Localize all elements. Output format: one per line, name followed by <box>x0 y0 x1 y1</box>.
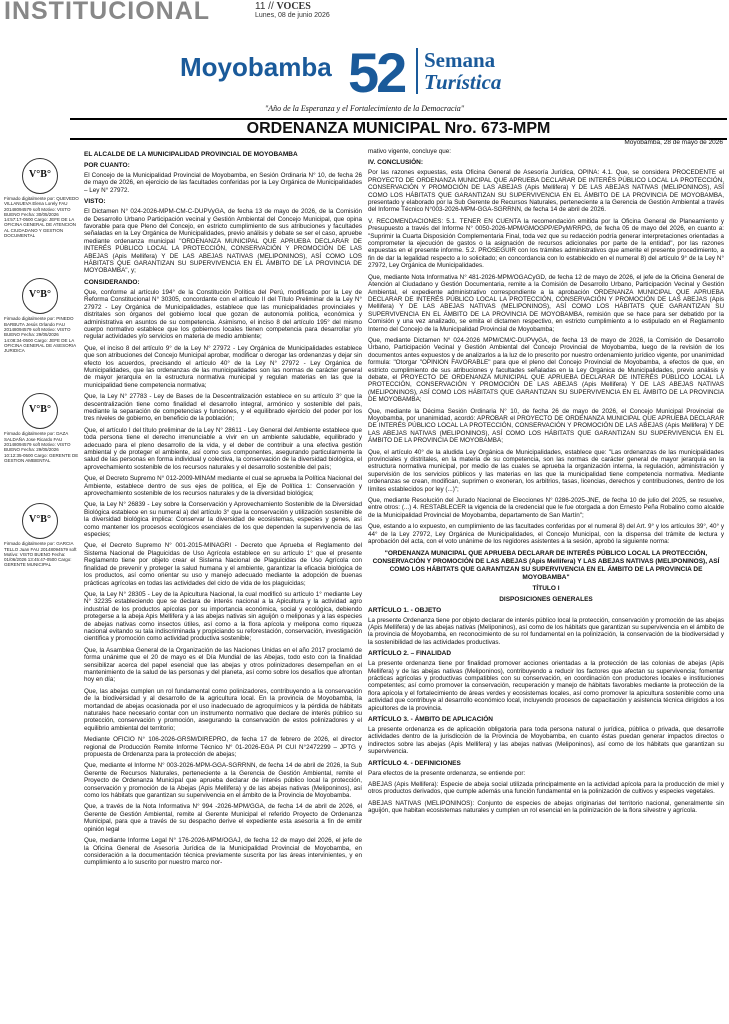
paragraph: La presente ordenanza tiene por finalidad promover acciones orientadas a la protección de las colonias de abejas (Apis Mellifera) y de las abejas nativas (Meliponinos), contribuyendo a reducir los factores que afectan su supervivencia; fomentar prácticas agrícolas y productivas compatibles con su conservación, en coordinación con productores locales e instituciones competentes; así como promover la conservación, recuperación y manejo de hábitats favorables mediante la protección de la flora apícola y el fortalecimiento de áreas verdes y ecosistemas locales, así como promover la apicultura sostenible como una actividad que contribuye al desarrollo económico local, incluyendo procesos de capacitación y asistencia técnica dirigidos a los apicultores de la provincia. <box>368 660 724 712</box>
paragraph: Que, el artículo 40° de la aludida Ley Orgánica de Municipalidades, establece que: "Las ordenanzas de las municipalidades provinciales y distritales, en la materia de su competencia, son las normas de carácter general de mayor jerarquía en la estructura normativa municipal, por medio de las cuales se aprueba la organización interna, la regulación, administración y supervisión de los servicios públicos y las materias en las que la municipalidad tiene competencia normativa. Mediante ordenanzas se crean, modifican, suprimen o exoneran, los arbitrios, tasas, licencias, derechos y contribuciones, dentro de los límites establecidos por ley (...)"; <box>368 448 724 493</box>
title-bar <box>70 118 727 140</box>
banner-number: 52 <box>348 41 405 104</box>
issue-date: Lunes, 08 de junio 2026 <box>255 12 330 19</box>
banner-line2: Turística <box>424 70 502 94</box>
page-header <box>0 0 729 25</box>
paragraph: El Dictamen N° 024-2026-MPM-CM-C-DUPVyGA, de fecha 13 de mayo de 2026, de la Comisión de Desarrollo Urbano Participación vecinal y Gestión Ambiental del Concejo Municipal, que opina favorable para que Pleno del Concejo, en estricto cumplimiento de sus atribuciones y facultades señaladas en la Ley Orgánica de Municipalidades, previo análisis y debate se ser el caso, apruebe mediante ordenanza municipal "ORDENANZA MUNICIPAL QUE APRUEBA DECLARAR DE INTERÉS PÚBLICO LOCAL LA PROTECCIÓN, CONSERVACIÓN Y PROMOCIÓN DE LAS ABEJAS (Apis Mellifera) Y DE LAS ABEJAS NATIVAS (MELIPONINOS), ASÍ COMO LOS HÁBITATS QUE GARANTIZAN SU SUPERVIVENCIA EN EL ÁMBITO DE LA PROVINCIA DE MOYOBAMBA", y; <box>84 208 362 275</box>
paragraph: Que, la Ley N° 28305 - Ley de la Apicultura Nacional, la cual modificó su artículo 1° mediante Ley N° 32235 estableciendo que se declara de interés nacional a la Apicultura y la actividad agro industrial de los productos apícolas por su importancia económica, social y ecológica, debiendo protegerse a la abeja Apis Mellifera y a las abejas nativas sin aguijón o meliponas y a las especies de abejas nativas como insectos útiles, así como a la flora apícola y melipona como riqueza nacional evitando su tala indiscriminada y propiciando su reforestación, conservación, investigación científica y promoción como actividad productiva sostenible; <box>84 590 362 643</box>
stamp-mark: V°B° <box>29 169 51 180</box>
paragraph: Que, el artículo I del título preliminar de la Ley N° 28611 - Ley General del Ambiente establece que toda persona tiene el derecho irrenunciable a vivir en un ambiente saludable, equilibrado y adecuado para el pleno desarrollo de la vida, y el deber de contribuir a una efectiva gestión ambiental y de proteger el ambiente, así como sus componentes, asegurando particularmente la salud de las personas en forma individual y colectiva, la conservación de la diversidad biológica, el aprovechamiento sostenible de los recursos naturales y el desarrollo sostenible del país; <box>84 426 362 471</box>
section-heading: ARTÍCULO 3. - ÁMBITO DE APLICACIÓN <box>368 715 493 723</box>
section-heading: POR CUANTO: <box>84 162 130 169</box>
section-heading: DISPOSICIONES GENERALES <box>499 595 593 603</box>
digital-signature: Firmado digitalmente por: QUEVEDO VILLANUEVA Elena Lorely FAU 20148094579 soft Motivo: VISTO BUENO Fecha: 30/05/2026 14:57:17-0500 Cargo: JEFE DE LA OFICINA GENERAL DE ATENCION AL CIUDADANO Y GESTION DOCUMENTAL <box>4 196 79 239</box>
stamp-mark: V°B° <box>29 404 51 416</box>
section-title: INSTITUCIONAL <box>4 0 211 25</box>
paragraph: Que, las abejas cumplen un rol fundamental como polinizadores, contribuyendo a la conservación de la biodiversidad y al desarrollo de la agricultura local. En la provincia de Moyobamba, la mortandad de abejas ocasionada por el uso inadecuado de agroquímicos y la pérdida de hábitats naturales hace necesario contar con un instrumento normativo que declare de interés público su protección, conservación y promoción, asegurando la conservación de estos polinizadores y el equilibrio ambiental del territorio; <box>84 687 362 732</box>
paragraph: Que, mediante Nota Informativa N° 481-2026-MPM/OGACyGD, de fecha 12 de mayo de 2026, el jefe de la Oficina General de Atención al Ciudadano y Gestión Documentaria, remite a la Comisión de Desarrollo Urbano, Participación Vecinal y Gestión Ambiental, el expediente administrativo correspondiente a la aprobación ORDENANZA MUNICIPAL QUE APRUEBA DECLARAR DE INTERÉS PÚBLICO LOCAL LA PROTECCIÓN, CONSERVACIÓN Y PROMOCIÓN DE LAS ABEJAS (Apis Mellifera) Y DE LAS ABEJAS NATIVAS (MELIPONINOS), ASÍ COMO LOS HÁBITATS QUE GARANTIZAN SU SUPERVIVENCIA EN EL ÁMBITO DE LA PROVINCIA DE MOYOBAMBA, remisión que se hace para ser debatido por la Comisión y una vez analizado, se emita el dictamen respectivo, en estricto cumplimiento a lo estipulado en el Reglamento Interno del Concejo de la Municipalidad Provincial de Moyobamba; <box>368 273 724 333</box>
section-heading: VISTO: <box>84 198 106 206</box>
ordinance-title: ORDENANZA MUNICIPAL Nro. 673-MPM <box>246 120 551 137</box>
paragraph: Por las razones expuestas, esta Oficina General de Asesoría Jurídica, OPINA: 4.1. Que, se considera PROCEDENTE el PROYECTO DE ORDENANZA MUNICIPAL QUE APRUEBA DECLARAR DE INTERÉS PÚBLICO LOCAL LA PROTECCIÓN, CONSERVACIÓN Y PROMOCIÓN DE LAS ABEJAS (Apis Mellifera) Y DE LAS ABEJAS NATIVAS (MELIPONINOS), ASÍ COMO LOS HÁBITATS QUE GARANTIZAN SU SUPERVIVENCIA EN EL ÁMBITO DE LA PROVINCIA DE MOYOBAMBA, presentado y elaborado por la Sub Gerente de Recursos Naturales, perteneciente a la Gerencia de Gestión Ambiental a través del Informe Técnico N°003-2026-MPM-GGA-SGRRNN, de fecha 14 de abril de 2026. <box>368 169 724 214</box>
approval-stamp <box>22 158 58 194</box>
paper-name: VOCES <box>276 1 311 12</box>
paragraph: Que, el inciso 8 del artículo 9° de la Ley N° 27972 - Ley Orgánica de Municipalidades establece que son atribuciones del Concejo Municipal aprobar, modificar o derogar las ordenanzas y dejar sin efecto los acuerdos, precisando el artículo 40° de la Ley N° 27972 - Ley Orgánica de Municipalidades, que las ordenanzas de las municipalidades son las normas de carácter general de mayor jerarquía en la estructura normativa municipal y regulan materias en las que la municipalidad tiene competencia normativa; <box>84 344 362 389</box>
paragraph: Que, la Ley N° 27783 - Ley de Bases de la Descentralización establece en su artículo 3° que la descentralización tiene como finalidad el desarrollo integral, armónico y sostenible del país, mediante la separación de competencias y funciones, y el equilibrado ejercicio del poder por los tres niveles de gobierno, en beneficio de la población; <box>84 393 362 423</box>
paragraph: Mediante OFICIO N° 106-2026-GRSM/DIREPRO, de fecha 17 de febrero de 2026, el director regional de Producción Remite Informe Técnico N° 01-2026-EGA PI CUI N°2472299 – JPTG y propuesta de Ordenanza para la protección de abejas; <box>84 736 362 759</box>
text-column-right <box>368 148 724 819</box>
paragraph: Que, la Ley N° 26839 - Ley sobre la Conservación y Aprovechamiento Sostenible de la Diversidad Biológica establece en su numeral a) del artículo 3° que la conservación y utilización sostenible de la diversidad biológica implica: Conservar la diversidad de ecosistemas, especies y genes, así como mantener los procesos ecológicos esenciales de los que dependen la supervivencia de las especies; <box>84 501 362 539</box>
approval-stamp <box>22 393 58 429</box>
signature-column <box>4 148 79 608</box>
paragraph: V. RECOMENDACIONES: 5.1. TENER EN CUENTA la recomendación emitida por la Oficina General de Planeamiento y Presupuesto a través del Informe N° 0050-2026-MPM/GMOGPP/EPyM/RRPG, de fecha 05 de mayo del 2026, en cuanto a: "Suprimir la Cuarta Disposición Complementaria Final, toda vez que su redacción podría generar interpretaciones orientadas a comprometer la ejecución de gastos o la asignación de recursos adicionales por parte de la entidad", por las razones expuestas en el presente informe. 5.2. PROSEGUIR con los trámites administrativos que amerite el presente procedimiento, a fin de dar la legalidad respecto a lo solicitado; en concordancia con lo establecido en el numeral 8) del artículo 9° de la Ley N° 27972, Ley Orgánica de Municipalidades. <box>368 217 724 270</box>
section-heading: "ORDENANZA MUNICIPAL QUE APRUEBA DECLARAR DE INTERÉS PÚBLICO LOCAL LA PROTECCIÓN, CONSERVACIÓN Y PROMOCIÓN DE LAS ABEJAS (Apis Mellifera) Y LAS ABEJAS NATIVAS (MELIPONINOS), ASÍ COMO LOS HÁBITATS QUE GARANTIZAN SU SUPERVIVENCIA EN EL ÁMBITO DE LA PROVINCIA DE MOYOBAMBA" <box>372 549 720 581</box>
banner-line1: Semana <box>424 48 496 72</box>
section-heading: IV. CONCLUSIÓN: <box>368 159 424 167</box>
event-banner <box>178 41 548 104</box>
section-heading: EL ALCALDE DE LA MUNICIPALIDAD PROVINCIAL DE MOYOBAMBA <box>84 151 298 158</box>
paragraph: Que, mediante Dictamen N° 024-2026 MPM/CM/C-DUPVyGA, de fecha 13 de mayo de 2026, la Comisión de Desarrollo Urbano, Participación Vecinal y Gestión Ambiental del Concejo Provincial de Moyobamba, luego de la revisión de los documentos antes expuestos y de analizarlos a la luz de lo prescrito por nuestro ordenamiento jurídico vigente, por unanimidad formula: "Otorgar "OPINION FAVORABLE" para que el pleno del Concejo Provincial de Moyobamba, a efectos de que, en estricto cumplimiento de sus atribuciones y facultades señaladas en la Ley Orgánica de Municipalidades, previo análisis y debate, el PROYECTO DE ORDENANZA MUNICIPAL QUE APRUEBA DECLARAR DE INTERÉS PÚBLICO LOCAL LA PROTECCIÓN, CONSERVACIÓN Y PROMOCIÓN DE LAS ABEJAS (Apis Mellifera) Y DE LAS ABEJAS NATIVAS (MELIPONINOS), ASÍ COMO LOS HÁBITATS QUE GARANTIZAN SU SUPERVIVENCIA EN EL ÁMBITO DE LA PROVINCIA DE MOYOBAMBA; <box>368 336 724 404</box>
section-heading: CONSIDERANDO: <box>84 278 140 286</box>
section-heading: ARTÍCULO 2. – FINALIDAD <box>368 650 452 658</box>
paragraph: mativo vigente, concluye que: <box>368 148 451 155</box>
stamp-mark: V°B° <box>29 514 51 526</box>
banner-divider <box>416 48 418 94</box>
paragraph: La presente ordenanza es de aplicación obligatoria para toda persona natural o jurídica, pública o privada, que desarrolle actividades dentro de la jurisdicción de la Provincia de Moyobamba, en cuanto éstas puedan generar impactos directos o indirectos sobre las abejas (Apis Mellifera) y las abejas nativas (Meliponinos), así como de los hábitats que garantizan su supervivencia. <box>368 725 724 756</box>
paragraph: Que, mediante Resolución del Jurado Nacional de Elecciones N° 0286-2025-JNE, de fecha 10 de julio del 2025, se resuelve, entre otros: (...) 4. RESTABLECER la vigencia de la credencial que le fue otorgada a don Ernesto Peña Robalino como alcalde de la Municipalidad Provincial de Moyobamba, departamento de San Martín"; <box>368 497 724 519</box>
paragraph: Que, estando a lo expuesto, en cumplimiento de las facultades conferidas por el numeral 8) del Art. 9° y los artículos 39°, 40° y 44° de la Ley 27972, Ley Orgánica de Municipalidades, el Concejo Municipal, con la dispensa del trámite de lectura y aprobación del acta, con el voto unánime de los regidores asistentes a la sesión, aprobó la siguiente norma: <box>368 523 724 546</box>
paragraph: Que, el Decreto Supremo N° 012-2009-MINAM mediante el cual se aprueba la Política Nacional del Ambiente, establece dentro de sus ejes de política, el Eje de Política 1: Conservación y aprovechamiento sostenible de los recursos naturales y de la diversidad biológica; <box>84 475 362 498</box>
page-info <box>255 1 311 12</box>
paragraph: Que, mediante la Décima Sesión Ordinaria N° 10, de fecha 26 de mayo de 2026, el Concejo Municipal Provincial de Moyobamba, por unanimidad, acordó: APROBAR el PROYECTO DE ORDENANZA MUNICIPAL QUE APRUEBA DECLARAR DE INTERÉS PÚBLICO LOCAL LA PROTECCIÓN, CONSERVACIÓN Y PROMOCIÓN DE LAS ABEJAS (Apis Mellifera) Y DE LAS ABEJAS NATIVAS (MELIPONINOS), ASÍ COMO LOS HÁBITATS QUE GARANTIZAN SU SUPERVIVENCIA EN EL ÁMBITO DE LA PROVINCIA DE MOYOBAMBA; <box>368 407 724 445</box>
paragraph: Que, la Asamblea General de la Organización de las Naciones Unidas en el año 2017 proclamó de forma unánime que el 20 de mayo es el Día Mundial de las Abejas, todo esto con la finalidad sensibilizar acerca del papel esencial que las abejas y otros polinizadores desempeñan en el mantenimiento de la salud de las personas y del planeta, así como sobre los desafíos que afrontan hoy en día; <box>84 646 362 684</box>
place-date: Moyobamba, 28 de mayo de 2026 <box>624 139 723 146</box>
paragraph: Que, a través de la Nota Informativa N° 994 -2026-MPM/GGA, de fecha 14 de abril de 2026, el Gerente de Gestión Ambiental, remite al Gerente Municipal el referido Proyecto de Ordenanza Municipal, para que a través de su despacho derive el expediente esta asesoría a fin de emitir opinión legal <box>84 803 362 833</box>
section-heading: ARTÍCULO 1. - OBJETO <box>368 606 442 614</box>
paragraph: El Concejo de la Municipalidad Provincial de Moyobamba, en Sesión Ordinaria N° 10, de fecha 26 de mayo de 2026, en ejercicio de las facultades conferidas por la Ley Orgánica de Municipalidades – Ley N° 27972. <box>84 172 362 194</box>
approval-stamp <box>22 278 58 314</box>
section-heading: TÍTULO I <box>532 584 560 592</box>
paragraph: Para efectos de la presente ordenanza, se entiende por: <box>368 769 526 777</box>
digital-signature: Firmado digitalmente por: PINEDO BARBUTA Jesús Orlando FAU 20148094579 soft Motivo: VISTO BUENO Fecha: 29/05/2026 14:08:34-0500 Cargo: JEFE DE LA OFICINA GENERAL DE ASESORIA JURIDICA <box>4 316 76 354</box>
stamp-mark: V°B° <box>29 289 51 301</box>
paragraph: ABEJAS (Apis Mellifera): Especie de abeja social utilizada principalmente en la actividad apícola para la producción de miel y otros productos derivados, que cumple además una función fundamental en la polinización de cultivos y especies vegetales. <box>368 781 724 796</box>
digital-signature: Firmado digitalmente por: DAZA SALDAÑA Jose Ricardo FAU 20148094579 soft Motivo: VISTO BUENO Fecha: 29/05/2026 10:12:35-0500 Cargo: GERENTE DE GESTION AMBIENTAL <box>4 431 79 463</box>
paragraph: Que, mediante Informe Legal N° 176-2026-MPM/OGAJ, de fecha 12 de mayo del 2026, el jefe de la Oficina General de Asesoría Jurídica de la Municipalidad Provincial de Moyobamba, en consideración a la documentación técnica previamente suscrita por las áreas intervinientes, y en cumplimiento a lo suscrito por nuestro marco nor- <box>84 837 362 867</box>
year-motto: "Año de la Esperanza y el Fortalecimiento de la Democracia" <box>264 104 465 113</box>
text-column-left <box>84 148 362 871</box>
approval-stamp <box>22 503 58 539</box>
page-separator: // <box>268 1 274 12</box>
page-number: 11 <box>255 1 266 12</box>
paragraph: ABEJAS NATIVAS (MELIPONINOS): Conjunto de especies de abejas originarias del territorio nacional, generalmente sin aguijón, que habitan ecosistemas naturales y cumplen un rol esencial en la polinización de la flora silvestre y agrícola. <box>368 799 724 815</box>
paragraph: La presente Ordenanza tiene por objeto declarar de interés público local la protección, conservación y promoción de las abejas (Apis Mellifera) y de las abejas nativas (Meliponinos), así como de los hábitats que garantizan su supervivencia en el ámbito de la provincia de Moyobamba, en reconocimiento de su rol fundamental en la polinización, la conservación de la biodiversidad y la sostenibilidad de las actividades productivas. <box>368 616 724 646</box>
section-heading: ARTÍCULO 4. - DEFINICIONES <box>368 759 461 767</box>
banner-city: Moyobamba <box>180 52 332 82</box>
paragraph: Que, conforme al artículo 194° de la Constitución Política del Perú, modificado por la Ley de Reforma Constitucional N° 30305, concordante con el artículo II del Título Preliminar de la Ley N° 27972 - Ley Orgánica de Municipalidades, establece que las municipalidades provinciales y distritales son órganos del gobierno local que gozan de autonomía política, económica y administrativa en asuntos de su competencia. Asimismo, el inciso 8 del artículo 195° del mismo cuerpo normativo establece que los gobiernos locales tienen competencia para desarrollar y/o regular actividades y/o servicios en materia de medio ambiente; <box>84 288 362 341</box>
paragraph: Que, el Decreto Supremo N° 001-2015-MINAGRI - Decreto que Aprueba el Reglamento del Sistema Nacional de Plaguicidas de Uso Agrícola establece en su artículo 1° que el presente Reglamento tiene por objeto crear el Sistema Nacional de Plaguicidas de Uso Agrícola con finalidad de prevenir y proteger la salud humana y el ambiente, garantizar la eficacia biológica de los productos, así como orientar su uso y manejo adecuado mediante la adopción de buenas prácticas agrícolas en todas las actividades del ciclo de vida de los plaguicidas; <box>84 542 362 587</box>
paragraph: Que, mediante el Informe N° 003-2026-MPM-GGA-SGRRNN, de fecha 14 de abril de 2026, la Sub Gerente de Recursos Naturales, perteneciente a la Gerencia de Gestión Ambiental, remite el Proyecto de Ordenanza Municipal que aprueba declarar de interés público local la protección, conservación y promoción de la Abejas (Apis Mellifera) y de las abejas nativas (Meliponinos), así como los hábitats que garantizan su supervivencia en el ámbito de la Provincia de Moyobamba. <box>84 762 362 800</box>
digital-signature: Firmado digitalmente por: GARCIA TELLO Juan FAU 20148094579 soft Motivo: VISTO BUENO Fecha: 01/06/2026 13:45:47-0500 Cargo: GERENTE MUNICIPAL <box>4 541 77 568</box>
